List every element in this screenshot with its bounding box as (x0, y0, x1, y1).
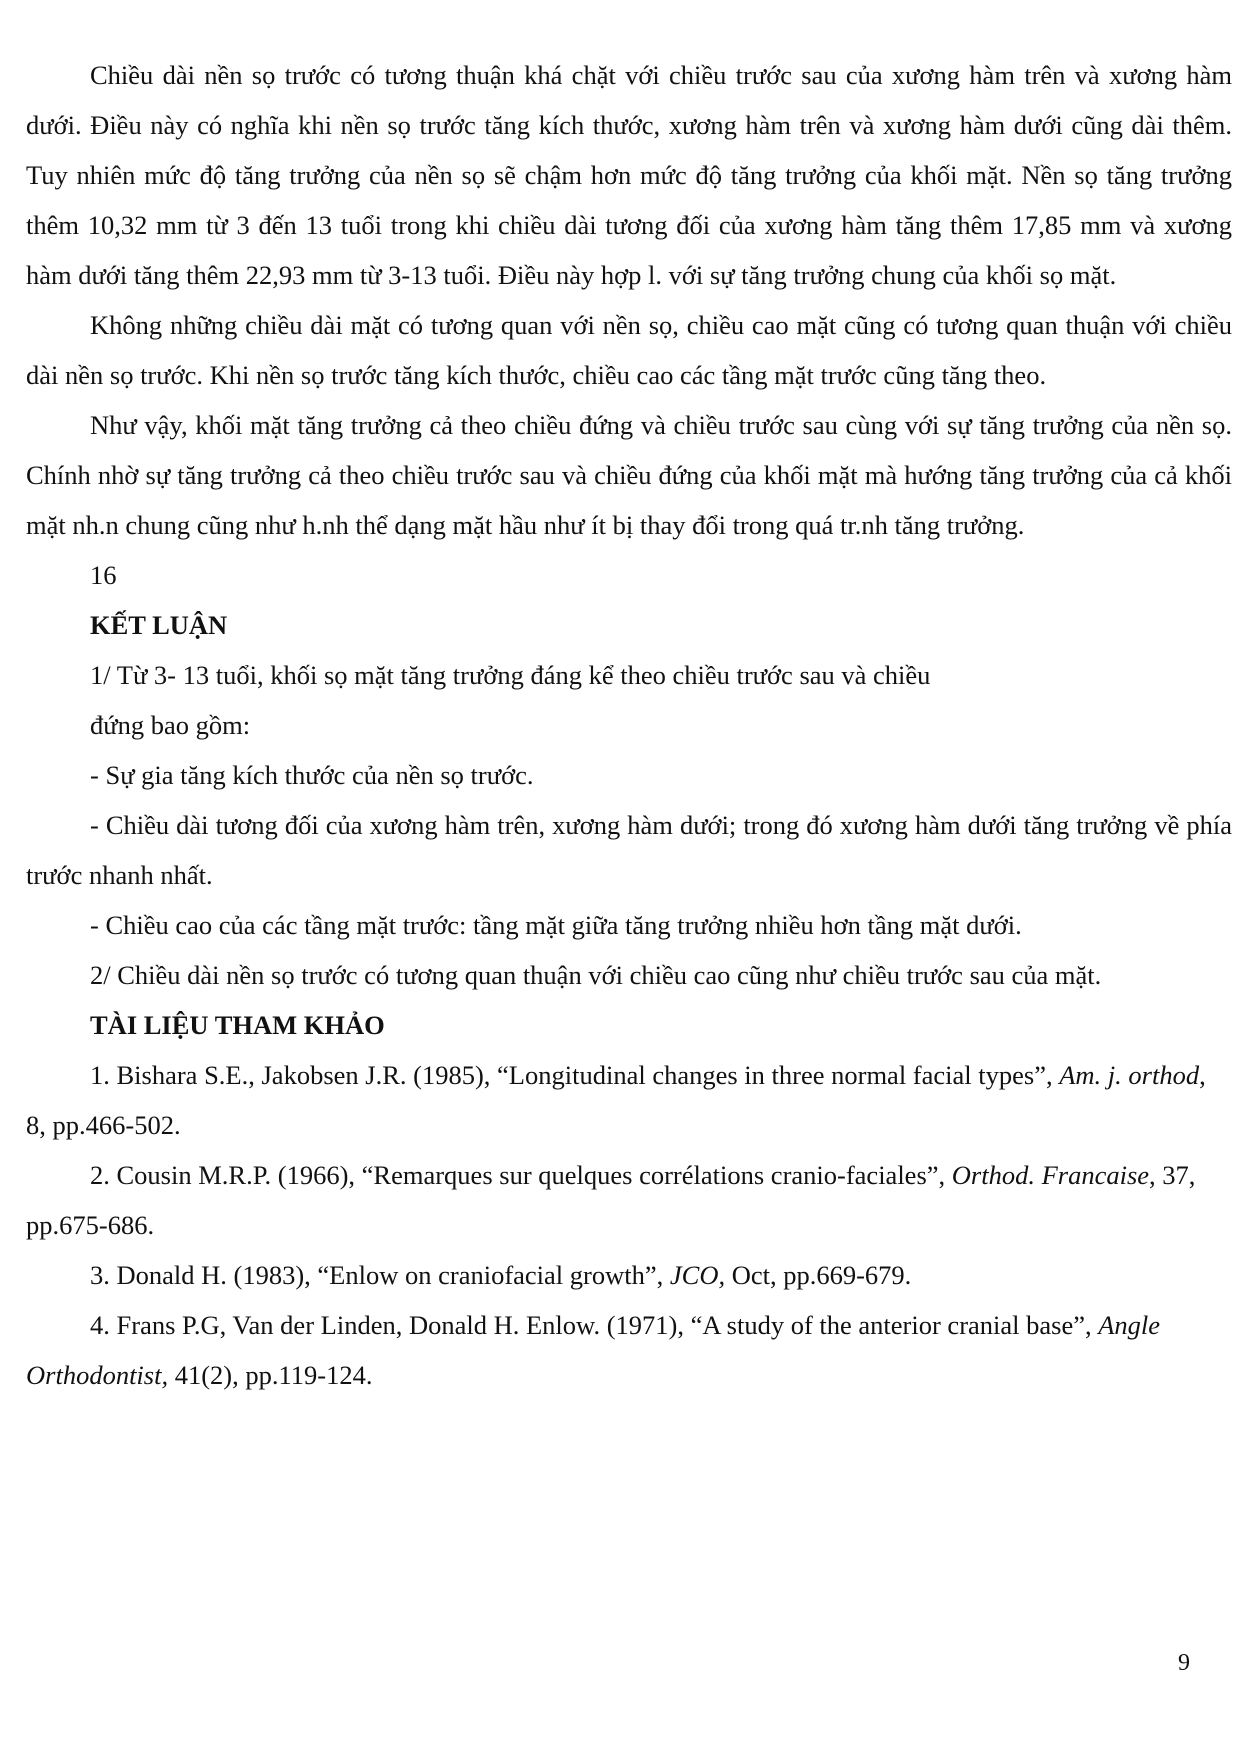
reference-journal: JCO, (669, 1260, 726, 1290)
conclusion-bullet-2: - Chiều dài tương đối của xương hàm trên, xương hàm dưới; trong đó xương hàm dưới tăng trưởng về phía trước nhanh nhất. (26, 810, 1232, 890)
reference-details: 41(2), pp.119-124. (168, 1360, 373, 1390)
document-page (26, 50, 1232, 1400)
reference-text: 2. Cousin M.R.P. (1966), “Remarques sur quelques corrélations cranio-faciales”, (90, 1160, 952, 1190)
reference-item-4 (26, 1300, 1232, 1400)
conclusion-bullet-3: - Chiều cao của các tầng mặt trước: tầng mặt giữa tăng trưởng nhiều hơn tầng mặt dưới. (90, 910, 1022, 940)
section-number: 16 (90, 560, 117, 590)
conclusion-bullet-1: - Sự gia tăng kích thước của nền sọ trước. (90, 760, 534, 790)
conclusion-item-1-line-2: đứng bao gồm: (90, 710, 251, 740)
conclusion-heading: KẾT LUẬN (90, 610, 228, 640)
reference-text: 3. Donald H. (1983), “Enlow on craniofacial growth”, (90, 1260, 670, 1290)
reference-journal: Am. j. orthod (1059, 1060, 1200, 1090)
references-heading: TÀI LIỆU THAM KHẢO (90, 1010, 385, 1040)
reference-details: Oct, pp.669-679. (725, 1260, 912, 1290)
reference-details: , 37, pp.675-686. (26, 1160, 1196, 1240)
body-paragraph-2: Không những chiều dài mặt có tương quan với nền sọ, chiều cao mặt cũng có tương quan thuận với chiều dài nền sọ trước. Khi nền sọ trước tăng kích thước, chiều cao các tầng mặt trước cũng tăng theo. (26, 310, 1232, 390)
reference-item-2 (26, 1150, 1232, 1250)
reference-details: , 8, pp.466-502. (26, 1060, 1206, 1140)
conclusion-item-1-line-1: 1/ Từ 3- 13 tuổi, khối sọ mặt tăng trưởng đáng kể theo chiều trước sau và chiều (90, 660, 931, 690)
reference-text: 1. Bishara S.E., Jakobsen J.R. (1985), “Longitudinal changes in three normal facial types”, (90, 1060, 1060, 1090)
body-paragraph-1: Chiều dài nền sọ trước có tương thuận khá chặt với chiều trước sau của xương hàm trên và xương hàm dưới. Điều này có nghĩa khi nền sọ trước tăng kích thước, xương hàm trên và xương hàm dưới cũng dài thêm. Tuy nhiên mức độ tăng trưởng của nền sọ sẽ chậm hơn mức độ tăng trưởng của khối mặt. Nền sọ tăng trưởng thêm 10,32 mm từ 3 đến 13 tuổi trong khi chiều dài tương đối của xương hàm tăng thêm 17,85 mm và xương hàm dưới tăng thêm 22,93 mm từ 3-13 tuổi. Điều này hợp l. với sự tăng trưởng chung của khối sọ mặt. (26, 60, 1232, 290)
reference-journal: Angle Orthodontist, (26, 1310, 1161, 1390)
reference-item-3 (26, 1250, 1232, 1300)
page-number: 9 (1178, 1650, 1190, 1676)
reference-text: 4. Frans P.G, Van der Linden, Donald H. Enlow. (1971), “A study of the anterior cranial base”, (90, 1310, 1099, 1340)
reference-item-1 (26, 1050, 1232, 1150)
body-paragraph-3: Như vậy, khối mặt tăng trưởng cả theo chiều đứng và chiều trước sau cùng với sự tăng trưởng của nền sọ. Chính nhờ sự tăng trưởng cả theo chiều trước sau và chiều đứng của khối mặt mà hướng tăng trưởng của cả khối mặt nh.n chung cũng như h.nh thể dạng mặt hầu như ít bị thay đổi trong quá tr.nh tăng trưởng. (26, 410, 1232, 540)
conclusion-item-2: 2/ Chiều dài nền sọ trước có tương quan thuận với chiều cao cũng như chiều trước sau của mặt. (90, 960, 1102, 990)
reference-journal: Orthod. Francaise (951, 1160, 1150, 1190)
